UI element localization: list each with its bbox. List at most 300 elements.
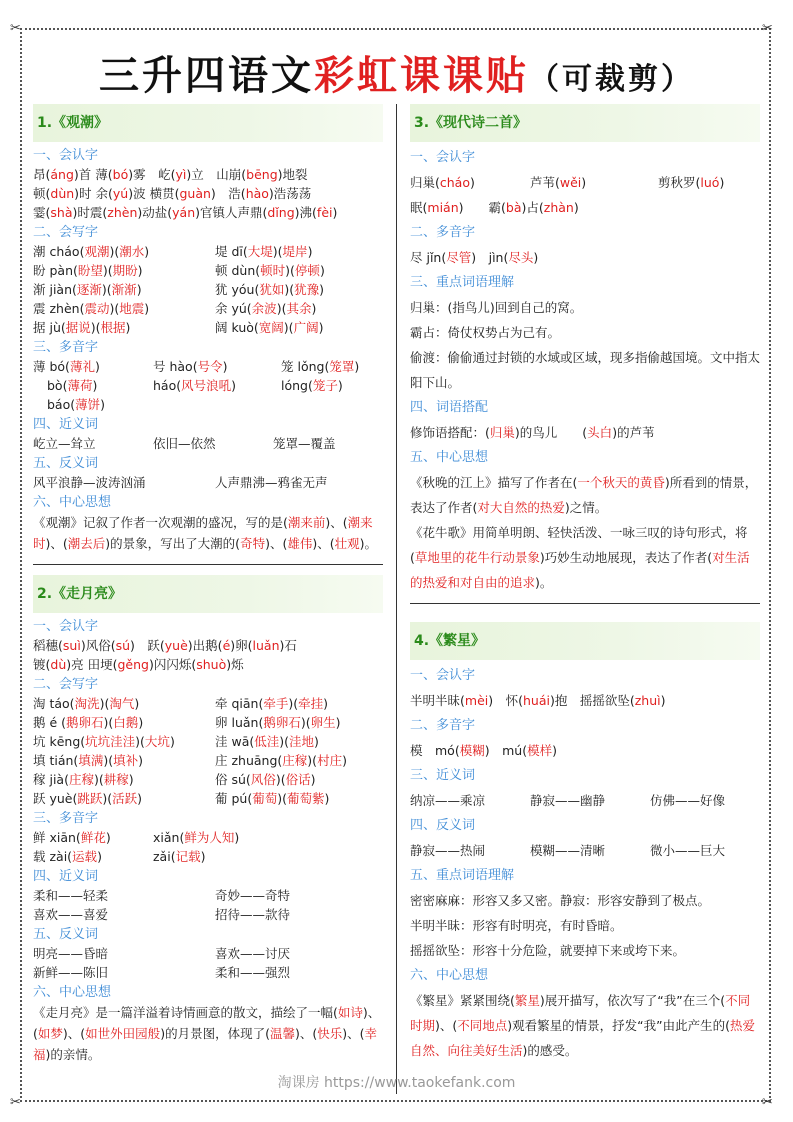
lesson1-header: 1.《观潮》 [33, 104, 383, 142]
section-title: 四、反义词 [410, 818, 476, 833]
highlight-text: wěi [559, 175, 582, 190]
highlight-text: 笼子 [312, 378, 338, 393]
text-line [33, 655, 383, 674]
plain-text: )、( [435, 1018, 458, 1033]
text-line [33, 473, 383, 492]
word-cell: 喜欢——喜爱 [33, 907, 109, 922]
word-cell: 喜欢——讨厌 [215, 946, 291, 961]
highlight-text: é [222, 638, 231, 653]
plain-text: háo( [153, 378, 182, 393]
highlight-text: 填补 [113, 753, 139, 768]
highlight-text: shà [50, 205, 73, 220]
highlight-text: 模糊 [459, 743, 485, 758]
word-cell [215, 772, 315, 787]
plain-text: )、( [325, 515, 348, 530]
highlight-text: 鲜为人知 [184, 830, 235, 845]
right-column [410, 104, 760, 1063]
plain-text: ) jìn( [471, 250, 509, 265]
highlight-text: gěng [117, 657, 149, 672]
highlight-text: bēng [246, 167, 278, 182]
plain-text: )亮 田埂( [66, 657, 118, 672]
plain-text: ) [470, 175, 475, 190]
plain-text: 洼 wā( [215, 734, 255, 749]
highlight-text: 其余 [286, 301, 312, 316]
scissors-icon: ✂ [10, 21, 21, 36]
plain-text: ) [354, 359, 360, 374]
plain-text: 顿 dùn( [215, 263, 261, 278]
plain-text: 镀( [33, 657, 51, 672]
highlight-text: 犹如 [259, 282, 285, 297]
highlight-text: 宽阔 [258, 320, 284, 335]
text-line [33, 636, 383, 655]
word-item: 微小——巨大 [650, 843, 726, 858]
text-line [410, 738, 760, 763]
highlight-text: 余波 [251, 301, 277, 316]
plain-text: ) mú( [484, 743, 528, 758]
text-line: 霸占：倚仗权势占为己有。 [410, 325, 561, 340]
plain-text: )( [135, 734, 145, 749]
word-cell [215, 244, 312, 259]
plain-text: )石 [279, 638, 297, 653]
highlight-text: 广阔 [293, 320, 319, 335]
plain-text: 盼 pàn( [33, 263, 78, 278]
plain-text: 《走月亮》是一篇洋溢着诗情画意的散文，描绘了一幅( [33, 1005, 338, 1020]
plain-text: zǎi( [153, 849, 176, 864]
section-title: 六、中心思想 [410, 968, 489, 983]
plain-text: )动盐( [137, 205, 173, 220]
watermark: 淘课房 https://www.taokefank.com [277, 1075, 516, 1091]
plain-text: ) [324, 791, 330, 806]
word-cell [33, 713, 215, 732]
column-divider [396, 104, 397, 1094]
section-title: 五、反义词 [33, 456, 99, 471]
text-line [410, 245, 760, 270]
table-row [33, 963, 383, 982]
word-cell [33, 261, 215, 280]
plain-text: ) [318, 320, 324, 335]
highlight-text: 薄礼 [69, 359, 95, 374]
plain-text: 顿( [33, 186, 51, 201]
plain-text: ) [310, 772, 316, 787]
highlight-text: 观潮 [84, 244, 110, 259]
highlight-text: 记载 [175, 849, 201, 864]
plain-text: )( [288, 696, 299, 711]
plain-text: 归巢( [410, 175, 440, 190]
highlight-text: 草地里的花牛行动景象 [414, 550, 540, 565]
plain-text: 庄 zhuāng( [215, 753, 283, 768]
plain-text: ) 怀( [488, 693, 523, 708]
highlight-text: 淘气 [109, 696, 135, 711]
plain-text: )之情。 [564, 500, 608, 515]
plain-text: )( [109, 301, 120, 316]
plain-text: )( [109, 244, 120, 259]
word-item: 笼罩—覆盖 [273, 436, 336, 451]
word-cell: 柔和——轻柔 [33, 888, 109, 903]
highlight-text: huái [523, 693, 550, 708]
highlight-text: mèi [464, 693, 489, 708]
plain-text: )( [272, 244, 283, 259]
plain-text: )的芦苇 [612, 425, 655, 440]
highlight-text: yán [172, 205, 196, 220]
word-cell: 奇妙——奇特 [215, 888, 291, 903]
plain-text: ) [128, 772, 134, 787]
plain-text: )浩荡荡 [268, 186, 312, 201]
plain-text: 渐 jiàn( [33, 282, 77, 297]
plain-text: )( [307, 753, 318, 768]
plain-text: 尽 jǐn( [410, 250, 447, 265]
highlight-text: fèi [316, 205, 333, 220]
highlight-text: 如诗 [337, 1005, 363, 1020]
highlight-text: 雄伟 [287, 536, 313, 551]
plain-text: ) [319, 282, 325, 297]
word-cell [215, 734, 319, 749]
highlight-text: 运载 [72, 849, 98, 864]
table-row [33, 905, 383, 924]
highlight-text: cháo [439, 175, 470, 190]
highlight-text: 坑坑洼洼 [85, 734, 136, 749]
section-title: 二、会写字 [33, 677, 99, 692]
text-line [33, 376, 383, 395]
plain-text: )的鸟儿 ( [514, 425, 588, 440]
highlight-text: 风号浪吼 [181, 378, 232, 393]
plain-text: 震 zhèn( [33, 301, 85, 316]
plain-text: )、( [294, 1026, 318, 1041]
highlight-text: 尽管 [446, 250, 472, 265]
highlight-text: 潮水 [119, 244, 145, 259]
plain-text: báo( [47, 397, 76, 412]
plain-text: 载 zài( [33, 849, 73, 864]
plain-text: )( [99, 696, 110, 711]
plain-text: 剪秋罗( [658, 175, 701, 190]
plain-text: )、( [265, 536, 288, 551]
section-title: 一、会认字 [33, 148, 99, 163]
highlight-text: 尽头 [508, 250, 534, 265]
highlight-text: 繁星 [514, 993, 540, 1008]
plain-text: 半明半昧( [410, 693, 465, 708]
plain-text: )( [283, 320, 294, 335]
highlight-text: 葡萄紫 [287, 791, 325, 806]
plain-text: ) [100, 397, 106, 412]
word-item: 风平浪静—波涛汹涌 [33, 475, 146, 490]
word-cell [33, 751, 215, 770]
plain-text: )出鹅( [187, 638, 223, 653]
word-table [33, 694, 383, 808]
text-line [33, 395, 383, 414]
table-row [33, 886, 383, 905]
section-title: 二、会写字 [33, 225, 99, 240]
plain-text: ) [660, 693, 666, 708]
title-part3: （可裁剪） [529, 62, 694, 97]
plain-text: 稻穗( [33, 638, 63, 653]
highlight-text: 鲜花 [80, 830, 106, 845]
highlight-text: 风俗 [250, 772, 276, 787]
plain-text: )、( [342, 1026, 365, 1041]
plain-text: 坑 kēng( [33, 734, 86, 749]
word-cell: 明亮——昏暗 [33, 946, 109, 961]
plain-text: )。 [535, 575, 553, 590]
highlight-text: hào [245, 186, 269, 201]
highlight-text: 归巢 [489, 425, 515, 440]
section-title: 一、会认字 [410, 668, 476, 683]
word-item: 依旧—依然 [153, 436, 216, 451]
plain-text: 昂( [33, 167, 51, 182]
plain-text: )烁 [226, 657, 244, 672]
plain-text: ) [307, 244, 313, 259]
highlight-text: yú [112, 186, 129, 201]
highlight-text: 鹅卵石 [66, 715, 104, 730]
word-item: 模糊——清晰 [530, 843, 606, 858]
lesson4-header: 4.《繁星》 [410, 622, 760, 660]
plain-text: bò( [47, 378, 68, 393]
highlight-text: áng [50, 167, 74, 182]
text-line [410, 195, 760, 220]
highlight-text: bó [112, 167, 129, 182]
word-item: 屹立—耸立 [33, 436, 96, 451]
section-title: 二、多音字 [410, 718, 476, 733]
highlight-text: 卵生 [310, 715, 336, 730]
plain-text: xiǎn( [153, 830, 185, 845]
text-line: 摇摇欲坠：形容十分危险，就要掉下来或垮下来。 [410, 943, 686, 958]
highlight-text: 对生活的热爱和对自由的追求 [410, 550, 750, 590]
highlight-text: 薄荷 [67, 378, 93, 393]
lesson3-header: 3.《现代诗二首》 [410, 104, 760, 142]
table-row [33, 732, 383, 751]
plain-text: )( [102, 791, 113, 806]
plain-text: )( [285, 263, 295, 278]
plain-text: ) [342, 753, 347, 768]
word-cell [215, 696, 328, 711]
highlight-text: dù [50, 657, 67, 672]
word-item: 静寂——热闹 [410, 843, 486, 858]
highlight-text: 逐渐 [76, 282, 102, 297]
highlight-text: 村庄 [317, 753, 343, 768]
word-table [33, 242, 383, 337]
text-line [33, 357, 383, 376]
plain-text: ) [92, 378, 98, 393]
summary-paragraph [33, 512, 383, 554]
word-item: 纳凉——乘凉 [410, 793, 486, 808]
highlight-text: 庄稼 [282, 753, 308, 768]
highlight-text: 犹豫 [294, 282, 320, 297]
highlight-text: 根据 [100, 320, 126, 335]
plain-text: 眠( [410, 200, 428, 215]
plain-text: ) [719, 175, 725, 190]
word-cell [215, 753, 347, 768]
highlight-text: 快乐 [317, 1026, 343, 1041]
plain-text: 卵 luǎn( [215, 715, 264, 730]
plain-text: )( [90, 320, 101, 335]
plain-text: )( [103, 715, 114, 730]
plain-text: )、( [45, 536, 68, 551]
section-title: 三、重点词语理解 [410, 275, 515, 290]
plain-text: )的月景图，体现了( [160, 1026, 270, 1041]
plain-text: ) [138, 753, 143, 768]
plain-text: ) [144, 244, 150, 259]
plain-text: )的感受。 [522, 1043, 578, 1058]
highlight-text: yuè [164, 638, 188, 653]
highlight-text: mián [427, 200, 459, 215]
highlight-text: zhèn [107, 205, 138, 220]
title-part2: 彩虹课课贴 [314, 53, 529, 99]
highlight-text: 薄饼 [75, 397, 101, 412]
section-title: 四、词语搭配 [410, 400, 489, 415]
highlight-text: 白鹅 [113, 715, 139, 730]
plain-text: )官镇人声鼎( [195, 205, 268, 220]
word-cell: 新鲜——陈旧 [33, 965, 109, 980]
table-row [33, 299, 383, 318]
highlight-text: 不同时期 [410, 993, 751, 1033]
highlight-text: 期盼 [112, 263, 138, 278]
highlight-text: 低洼 [254, 734, 280, 749]
highlight-text: 据说 [65, 320, 91, 335]
plain-text: ) [144, 301, 150, 316]
plain-text: 堤 dī( [215, 244, 248, 259]
highlight-text: dùn [50, 186, 75, 201]
text-line: 归巢：(指鸟儿)回到自己的窝。 [410, 300, 583, 315]
page-title [0, 44, 793, 101]
plain-text: ) [169, 734, 175, 749]
summary-paragraph [410, 520, 760, 595]
highlight-text: luó [700, 175, 720, 190]
plain-text: )沸( [294, 205, 317, 220]
highlight-text: 奇特 [240, 536, 266, 551]
plain-text: )( [276, 301, 287, 316]
highlight-text: 如梦 [37, 1026, 63, 1041]
plain-text: ) [311, 301, 317, 316]
highlight-text: 对大自然的热爱 [477, 500, 565, 515]
section-title: 三、近义词 [410, 768, 476, 783]
plain-text: ) 浩( [210, 186, 246, 201]
plain-text: ) [136, 282, 142, 297]
plain-text: 葡 pú( [215, 791, 253, 806]
plain-text: ) 霸( [458, 200, 506, 215]
section-title: 二、多音字 [410, 225, 476, 240]
plain-text: )观看繁星的情景，抒发“我”由此产生的( [507, 1018, 731, 1033]
plain-text: )( [284, 282, 295, 297]
highlight-text: 顿时 [260, 263, 286, 278]
plain-text: )( [101, 282, 112, 297]
text-line [410, 688, 760, 713]
table-row [33, 789, 383, 808]
plain-text: 模 mó( [410, 743, 460, 758]
highlight-text: yì [175, 167, 187, 182]
plain-text: ) [332, 205, 338, 220]
highlight-text: luǎn [252, 638, 280, 653]
highlight-text: 俗话 [285, 772, 311, 787]
highlight-text: 牵手 [263, 696, 289, 711]
plain-text: 稼 jià( [33, 772, 69, 787]
section-title: 六、中心思想 [33, 985, 112, 1000]
plain-text: )、( [312, 536, 335, 551]
highlight-text: 跳跃 [77, 791, 103, 806]
highlight-text: 停顿 [294, 263, 320, 278]
plain-text: )时 余( [74, 186, 113, 201]
plain-text: )、( [62, 1026, 86, 1041]
plain-text: 潮 cháo( [33, 244, 85, 259]
section-rule [410, 603, 760, 604]
text-line [33, 184, 383, 203]
section-title: 一、会认字 [410, 150, 476, 165]
table-row [33, 770, 383, 789]
highlight-text: 一个秋天的黄昏 [577, 475, 665, 490]
section-title: 六、中心思想 [33, 495, 112, 510]
plain-text: ) [314, 734, 319, 749]
plain-text: )( [275, 772, 286, 787]
word-cell [215, 263, 325, 278]
highlight-text: 耕稼 [103, 772, 129, 787]
plain-text: 阔 kuò( [215, 320, 259, 335]
plain-text: 薄 bó( [33, 359, 70, 374]
section-rule [33, 564, 383, 565]
highlight-text: guàn [179, 186, 211, 201]
plain-text: ) [234, 830, 240, 845]
plain-text: )展开描写，依次写了“我”在三个( [539, 993, 726, 1008]
plain-text: 《繁星》紧紧围绕( [410, 993, 515, 1008]
text-line: 半明半昧：形容有时明亮，有时昏暗。 [410, 918, 623, 933]
lesson2-header: 2.《走月亮》 [33, 575, 383, 613]
word-cell [33, 280, 215, 299]
word-cell [33, 318, 215, 337]
text-line: 密密麻麻：形容又多又密。静寂：形容安静到了极点。 [410, 893, 711, 908]
table-row [33, 944, 383, 963]
plain-text: 鹅 é ( [33, 715, 67, 730]
highlight-text: 填满 [78, 753, 104, 768]
word-cell [33, 242, 215, 261]
highlight-text: 盼望 [77, 263, 103, 278]
plain-text: ) [337, 378, 343, 393]
scissors-icon: ✂ [762, 1095, 773, 1110]
highlight-text: 牵挂 [298, 696, 324, 711]
highlight-text: 壮观 [334, 536, 360, 551]
plain-text: )( [103, 753, 114, 768]
text-line [33, 847, 383, 866]
text-line [410, 170, 760, 195]
plain-text: ) [552, 743, 557, 758]
plain-text: 芦苇( [530, 175, 560, 190]
plain-text: 据 jù( [33, 320, 66, 335]
section-title: 五、重点词语理解 [410, 868, 515, 883]
plain-text: )首 薄( [73, 167, 113, 182]
plain-text: 《花牛歌》用简单明朗、轻快活泼、一咏三叹的诗句形式，将( [410, 525, 748, 565]
section-title: 四、近义词 [33, 869, 99, 884]
plain-text: 跃 yuè( [33, 791, 78, 806]
plain-text: )地裂 [277, 167, 308, 182]
plain-text: )所看到的情景，表达了作者( [410, 475, 758, 515]
plain-text: ) [222, 359, 228, 374]
word-cell [33, 299, 215, 318]
section-title: 三、多音字 [33, 811, 99, 826]
table-row [33, 280, 383, 299]
section-title: 三、多音字 [33, 340, 99, 355]
word-cell [215, 715, 341, 730]
scissors-icon: ✂ [762, 21, 773, 36]
title-part1: 三升四语文 [99, 53, 314, 99]
plain-text: ) [97, 849, 102, 864]
highlight-text: 葡萄 [252, 791, 278, 806]
highlight-text: 大坑 [144, 734, 170, 749]
plain-text: 笼 lǒng( [281, 359, 330, 374]
highlight-text: bà [505, 200, 522, 215]
section-title: 五、反义词 [33, 927, 99, 942]
highlight-text: 渐渐 [111, 282, 137, 297]
highlight-text: shuò [196, 657, 227, 672]
highlight-text: sú [115, 638, 131, 653]
highlight-text: 热爱自然、向往美好生活 [410, 1018, 756, 1058]
highlight-text: 堤岸 [282, 244, 308, 259]
highlight-text: 号令 [197, 359, 223, 374]
section-title: 五、中心思想 [410, 450, 489, 465]
plain-text: 《观潮》记叙了作者一次观潮的盛况，写的是( [33, 515, 288, 530]
